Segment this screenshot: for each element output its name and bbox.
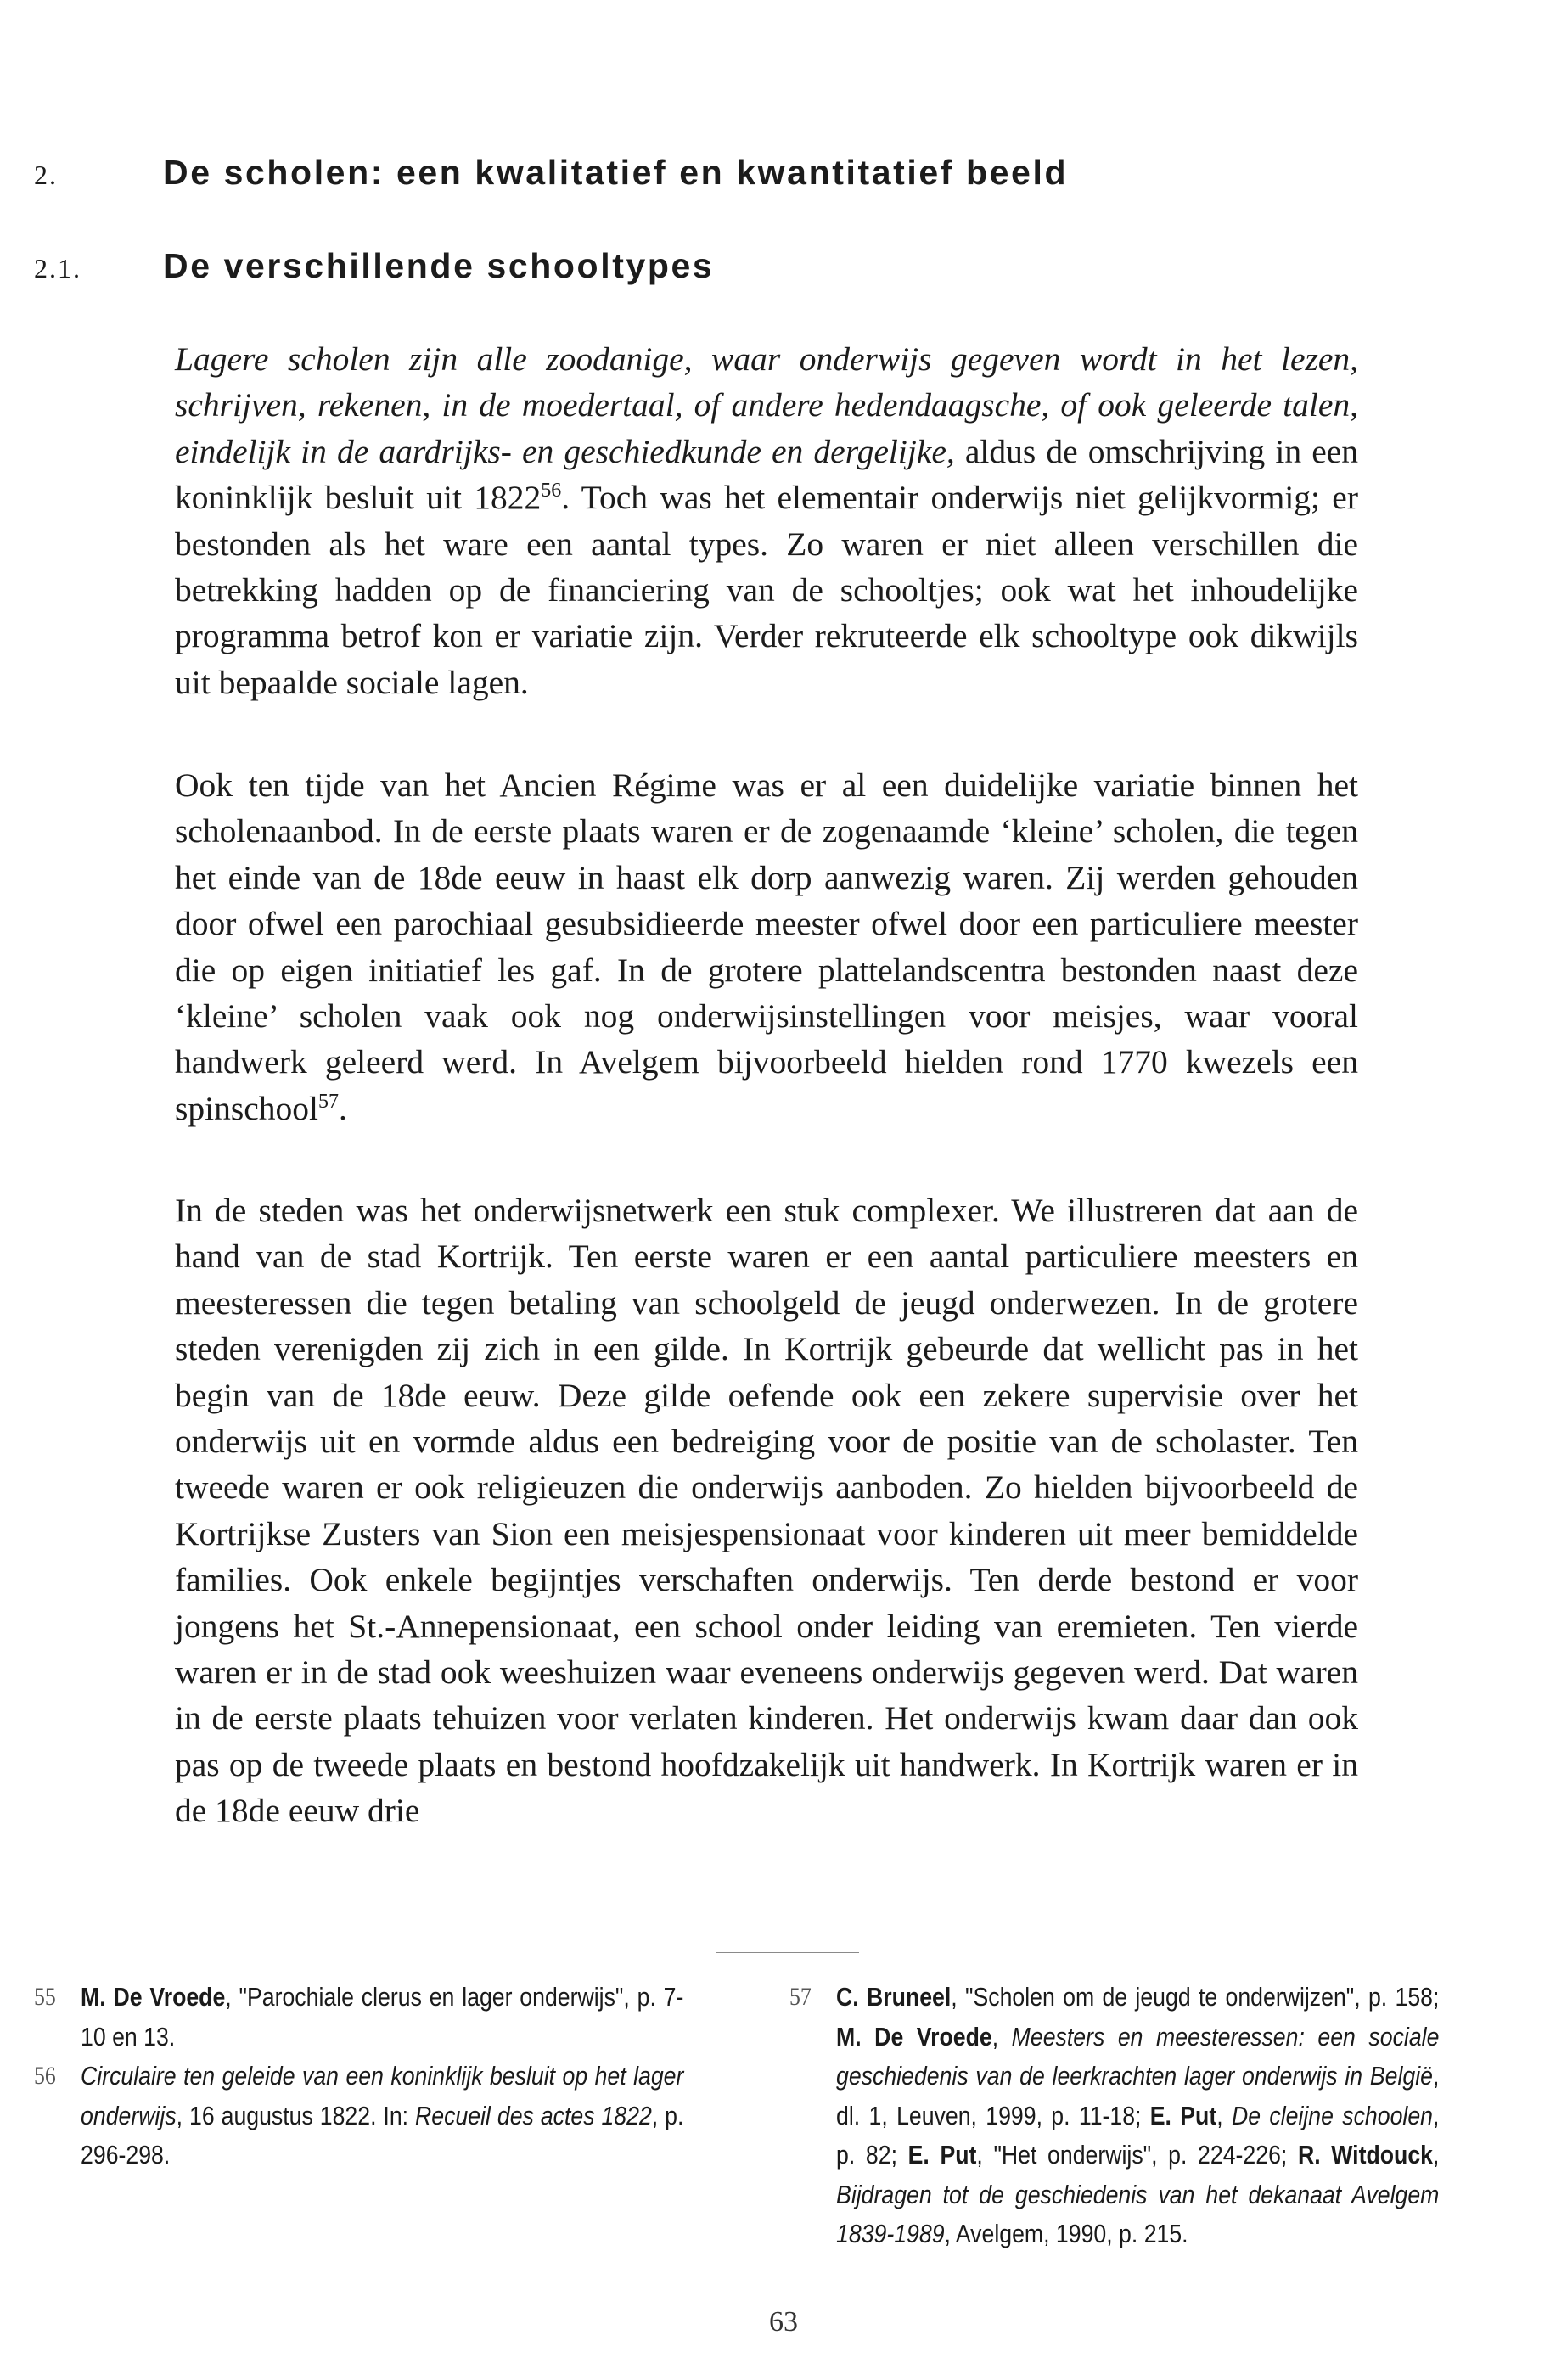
footnote-text: , (991, 2021, 1012, 2052)
paragraph-1 (175, 336, 1358, 705)
footnote-text: , dl. 1, Leuven, 1999, p. 11-18; (836, 2061, 1440, 2130)
footnote-author: M. De Vroede (81, 1982, 226, 2012)
paragraph-2-text-a: Ook ten tijde van het Ancien Régime was er al een duidelijke variatie binnen het scholenaanbod. In de eerste plaats waren er de zogenaamde ‘kleine’ scholen, die tegen het einde van de 18de eeuw in haast elk dorp aanwezig waren. Zij werden gehouden door ofwel een parochiaal gesubsidieerde meester ofwel door een particuliere meester die op eigen initiatief les gaf. In de grotere plattelandscentra bestonden naast deze ‘kleine’ scholen vaak ook nog onderwijsinstellingen voor meisjes, waar vooral handwerk geleerd werd. In Avelgem bijvoorbeeld hielden rond 1770 kwezels een spinschool (175, 766, 1358, 1127)
decree-quote: Lagere scholen zijn alle zoodanige, waar onderwijs gegeven wordt in het lezen, schrijven, rekenen, in de moedertaal, of andere hedendaagsche, of ook geleerde talen, eindelijk in de aardrijks- en geschiedkunde en dergelijke, (175, 340, 1358, 470)
footnote-text: , p. 82; (836, 2100, 1440, 2170)
footnotes-right-column (789, 1978, 1439, 2254)
footnote-source: Recueil des actes 1822 (415, 2100, 652, 2130)
footnote-title: Circulaire ten geleide van een koninklijk besluit op het lager onderwijs (81, 2061, 684, 2130)
footnote-divider (716, 1952, 859, 1953)
section-number: 2. (34, 160, 58, 190)
footnote-57 (789, 1978, 1439, 2254)
footnote-author: R. Witdouck (1297, 2140, 1433, 2170)
paragraph-1-text-b: . Toch was het elementair onderwijs niet gelijkvormig; er bestonden als het ware een aantal types. Zo waren er niet alleen verschillen die betrekking hadden op de financiering van de schooltjes; ook wat het inhoudelijke programma betrof kon er variatie zijn. Verder rekruteerde elk schooltype ook dikwijls uit bepaalde sociale lagen. (175, 479, 1358, 701)
footnote-55 (34, 1978, 683, 2057)
footnote-text: , "Parochiale clerus en lager onderwijs", p. 7-10 en 13. (81, 1982, 684, 2052)
paragraph-3-text: In de steden was het onderwijsnetwerk een stuk complexer. We illustreren dat aan de hand van de stad Kortrijk. Ten eerste waren er een aantal particuliere meesters en meesteressen die tegen betaling van schoolgeld de jeugd onderwezen. In de grotere steden verenigden zij zich in een gilde. In Kortrijk gebeurde dat wellicht pas in het begin van de 18de eeuw. Deze gilde oefende ook een zekere supervisie over het onderwijs uit en vormde aldus een bedreiging voor de positie van de scholaster. Ten tweede waren er ook religieuzen die onderwijs aanboden. Zo hielden bijvoorbeeld de Kortrijkse Zusters van Sion een meisjespensionaat voor kinderen uit meer bemiddelde families. Ook enkele begijntjes verschaften onderwijs. Ten derde bestond er voor jongens het St.-Annepensionaat, een school onder leiding van eremieten. Ten vierde waren er in de stad ook weeshuizen waar eveneens onderwijs gegeven werd. Dat waren in de eerste plaats tehuizen voor verlaten kinderen. Het onderwijs kwam daar dan ook pas op de tweede plaats en bestond hoofdzakelijk uit handwerk. In Kortrijk waren er in de 18de eeuw drie (175, 1192, 1358, 1830)
footnote-text: , "Het onderwijs", p. 224-226; (976, 2140, 1298, 2170)
footnote-title: Meesters en meesteressen: een sociale geschiedenis van de leerkrachten lager onderwijs in België (836, 2021, 1440, 2091)
footnote-title: Bijdragen tot de geschiedenis van het dekanaat Avelgem 1839-1989 (836, 2179, 1440, 2248)
footnote-text: , Avelgem, 1990, p. 215. (944, 2219, 1188, 2248)
subsection-number: 2.1. (34, 253, 81, 283)
paragraph-2 (175, 762, 1358, 1131)
paragraph-3 (175, 1187, 1358, 1834)
paragraph-2-text-b: . (338, 1089, 347, 1127)
footnote-text: , p. 296-298. (81, 2100, 684, 2170)
subsection-title: De verschillende schooltypes (163, 246, 715, 285)
footnote-number: 55 (34, 1983, 56, 2011)
footnote-text: , (1216, 2100, 1232, 2130)
footnote-56 (34, 2057, 683, 2175)
footnote-number: 57 (789, 1983, 812, 2011)
footnote-text: , "Scholen om de jeugd te onderwijzen", p. 158; (951, 1982, 1440, 2012)
subsection-heading (34, 246, 714, 286)
paragraph-1-text-a: aldus de omschrijving in een koninklijk besluit uit 1822 (175, 432, 1359, 517)
footnote-author: M. De Vroede (836, 2021, 992, 2052)
footnote-author: E. Put (907, 2140, 977, 2170)
section-title: De scholen: een kwalitatief en kwantitatief beeld (163, 153, 1069, 192)
footnote-author: E. Put (1149, 2100, 1217, 2130)
page-number: 63 (769, 2306, 798, 2338)
footnote-ref-57[interactable]: 57 (317, 1090, 339, 1113)
footnotes-left-column (34, 1978, 683, 2175)
footnote-text: , 16 augustus 1822. In: (176, 2100, 416, 2130)
section-heading (34, 153, 1068, 193)
footnote-title: De cleijne schoolen (1231, 2100, 1433, 2130)
footnote-author: C. Bruneel (836, 1982, 952, 2012)
footnote-text: , (1432, 2140, 1440, 2170)
footnote-number: 56 (34, 2062, 56, 2090)
footnote-ref-56[interactable]: 56 (541, 480, 562, 502)
